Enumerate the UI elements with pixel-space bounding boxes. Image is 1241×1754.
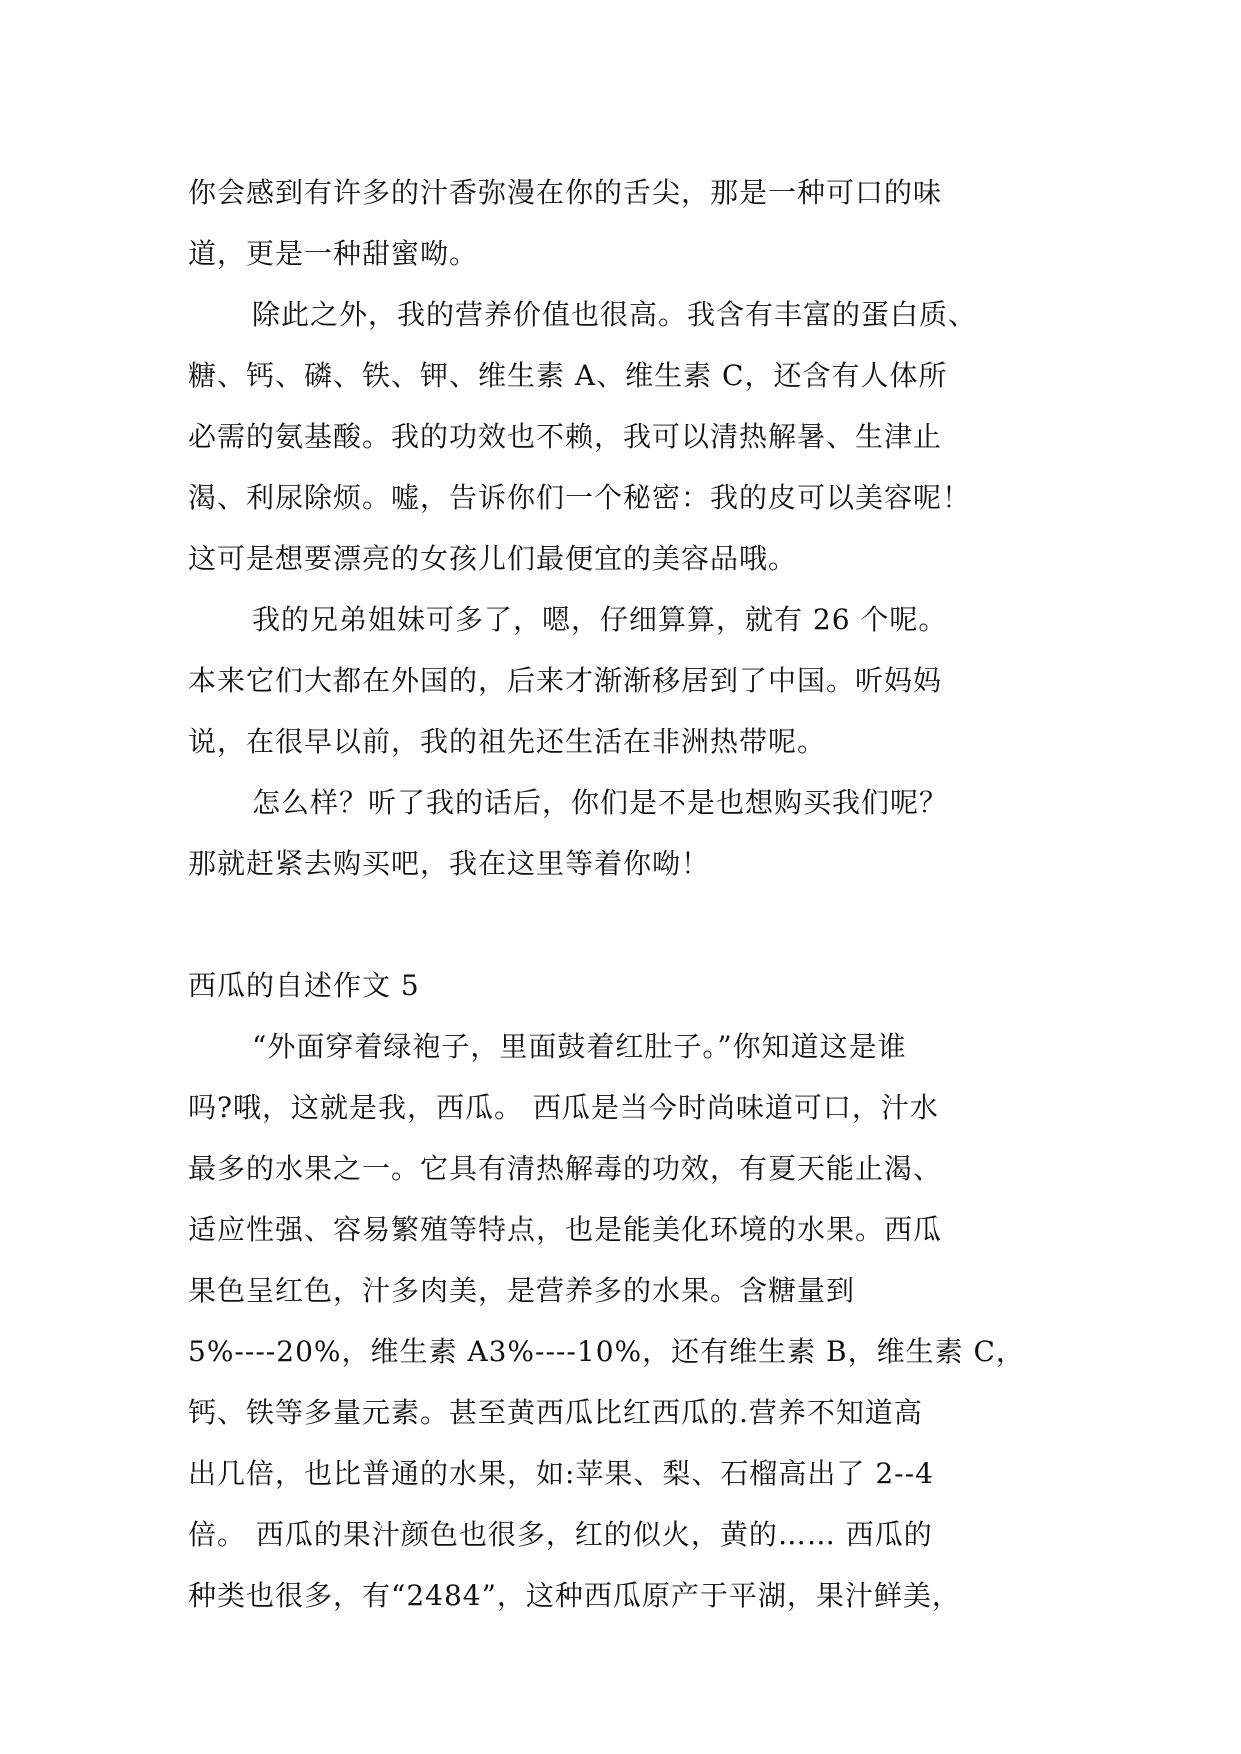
text-line: 本来它们大都在外国的，后来才渐渐移居到了中国。听妈妈 <box>188 664 943 697</box>
paragraph-start-line: “外面穿着绿袍子，里面鼓着红肚子。”你知道这是谁 <box>252 1030 907 1063</box>
text-line: 适应性强、容易繁殖等特点，也是能美化环境的水果。西瓜 <box>188 1213 943 1246</box>
text-line: 说，在很早以前，我的祖先还生活在非洲热带呢。 <box>188 725 827 758</box>
text-line: 渴、利尿除烦。嘘，告诉你们一个秘密：我的皮可以美容呢！ <box>188 481 972 514</box>
paragraph-start-line: 我的兄弟姐妹可多了，嗯，仔细算算，就有 26 个呢。 <box>252 603 948 636</box>
text-line: 钙、铁等多量元素。甚至黄西瓜比红西瓜的.营养不知道高 <box>188 1396 923 1429</box>
text-line: 你会感到有许多的汁香弥漫在你的舌尖，那是一种可口的味 <box>188 176 943 209</box>
text-line: 必需的氨基酸。我的功效也不赖，我可以清热解暑、生津止 <box>188 420 943 453</box>
text-line: 糖、钙、磷、铁、钾、维生素 A、维生素 C，还含有人体所 <box>188 359 948 392</box>
text-line: 最多的水果之一。它具有清热解毒的功效，有夏天能止渴、 <box>188 1152 943 1185</box>
section-title: 西瓜的自述作文 5 <box>188 969 420 1002</box>
text-line: 吗?哦，这就是我，西瓜。 西瓜是当今时尚味道可口，汁水 <box>188 1091 939 1124</box>
text-line: 果色呈红色，汁多肉美，是营养多的水果。含糖量到 <box>188 1274 856 1307</box>
section-gap <box>188 894 1054 955</box>
text-line: 这可是想要漂亮的女孩儿们最便宜的美容品哦。 <box>188 542 798 575</box>
text-line: 倍。 西瓜的果汁颜色也很多，红的似火，黄的…… 西瓜的 <box>188 1518 933 1551</box>
text-line: 那就赶紧去购买吧，我在这里等着你呦！ <box>188 847 711 880</box>
text-line: 种类也很多，有“2484”，这种西瓜原产于平湖，果汁鲜美， <box>188 1579 961 1612</box>
paragraph-start-line: 怎么样？听了我的话后，你们是不是也想购买我们呢？ <box>252 786 949 819</box>
document-page <box>188 162 1054 1626</box>
text-line: 道，更是一种甜蜜呦。 <box>188 237 479 270</box>
text-line: 5%----20%，维生素 A3%----10%，还有维生素 B，维生素 C， <box>188 1335 1025 1368</box>
text-line: 出几倍，也比普通的水果，如:苹果、梨、石榴高出了 2--4 <box>188 1457 934 1490</box>
paragraph-start-line: 除此之外，我的营养价值也很高。我含有丰富的蛋白质、 <box>252 298 978 331</box>
